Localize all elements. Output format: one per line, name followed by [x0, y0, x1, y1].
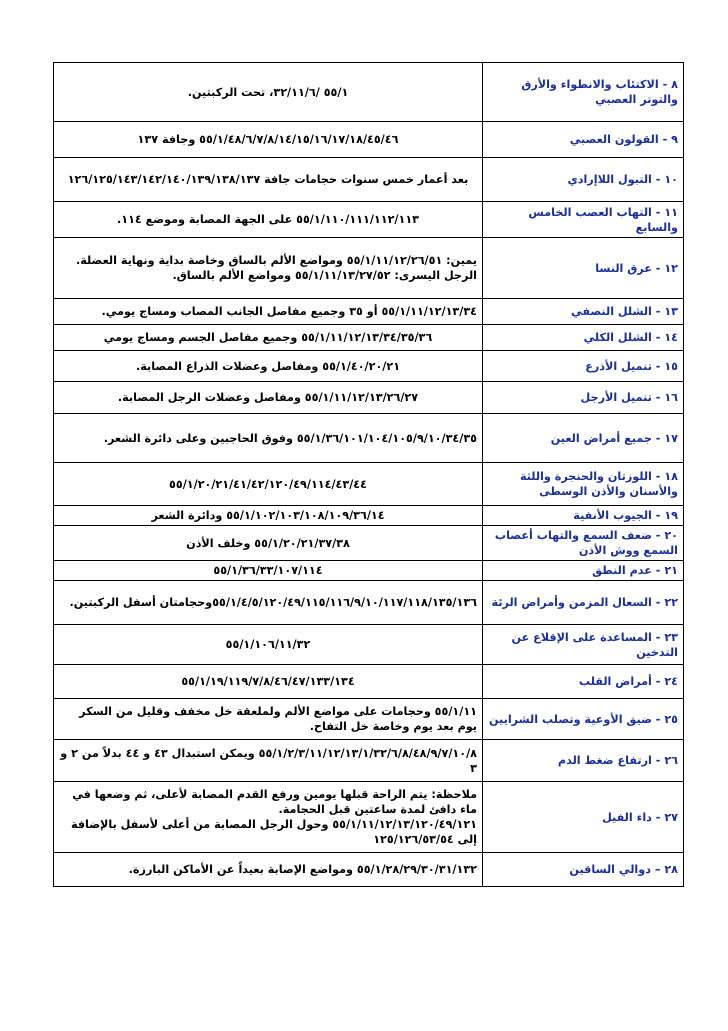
condition-cell: ١٤ - الشلل الكلي: [483, 325, 684, 351]
points-cell: ٥٥/١/١٠٢/١٠٣/١٠٨/١٠٩/٣٦/١٤ ودائرة الشعر: [54, 506, 483, 526]
points-cell: ٥٥/١/٢٨/٢٩/٣٠/٣١/١٣٢ ومواضع الإصابة بعيداً عن الأماكن البارزة.: [54, 853, 483, 887]
table-row: [54, 382, 684, 414]
condition-cell: ١٦ - تنميل الأرجل: [483, 382, 684, 414]
table-row: [54, 202, 684, 238]
table-row: [54, 561, 684, 581]
condition-cell: ٩ - القولون العصبي: [483, 122, 684, 158]
condition-cell: ٢٣ - المساعدة على الإقلاع عن التدخين: [483, 625, 684, 665]
points-cell: ٥٥/١ /٣٢/١١/٦، تحت الركبتين.: [54, 63, 483, 122]
table-row: [54, 238, 684, 299]
condition-cell: ١٩ - الجيوب الأنفية: [483, 506, 684, 526]
condition-cell: ٢٢ - السعال المزمن وأمراض الرئة: [483, 581, 684, 625]
table-row: [54, 63, 684, 122]
table-row: [54, 782, 684, 853]
table-row: [54, 325, 684, 351]
table-row: [54, 122, 684, 158]
points-cell: ملاحظة: يتم الراحة قبلها يومين ورفع القدم المصابة لأعلى، ثم وضعها في ماء دافئ لمدة ساعتين قبل الحجامة. ٥٥/١/١١/١٢/١٣/١٢٠/٤٩/١٢١ وحول الرجل المصابة من أعلى لأسفل بالإضافة إلى ١٢٥/١٢٦/٥٣/٥٤: [54, 782, 483, 853]
condition-cell: ٢١ - عدم النطق: [483, 561, 684, 581]
points-cell: ٥٥/١/١١/١٢/١٣/٣٤/٣٥/٣٦ وجميع مفاصل الجسم ومساج يومي: [54, 325, 483, 351]
table-row: [54, 299, 684, 325]
points-cell: ٥٥/١/١٠٦/١١/٣٢: [54, 625, 483, 665]
table-row: [54, 414, 684, 463]
points-cell: ٥٥/١/٤/٥/١٢٠/٤٩/١١٥/١١٦/٩/١٠/١١٧/١١٨/١٣٥/١٣٦وحجامتان أسفل الركبتين.: [54, 581, 483, 625]
condition-cell: ١٨ - اللوزتان والحنجرة واللثة والأسنان والأذن الوسطى: [483, 463, 684, 506]
table-row: [54, 581, 684, 625]
condition-cell: ١٥ - تنميل الأذرع: [483, 351, 684, 382]
points-cell: يمين: ٥٥/١/١١/١٢/٢٦/٥١ ومواضع الألم بالساق وخاصة بداية ونهاية العضلة. الرجل اليسرى: ٥٥/١/١١/١٣/٢٧/٥٢ ومواضع الألم بالساق.: [54, 238, 483, 299]
points-cell: ٥٥/١/٣٦/٣٣/١٠٧/١١٤: [54, 561, 483, 581]
table-row: [54, 526, 684, 561]
condition-cell: ٢٤ - أمراض القلب: [483, 665, 684, 699]
points-cell: ٥٥/١/١١/١٢/١٣/٢٦/٢٧ ومفاصل وعضلات الرجل المصابة.: [54, 382, 483, 414]
condition-cell: ١٢ - عرق النسا: [483, 238, 684, 299]
table-row: [54, 158, 684, 202]
points-cell: ٥٥/١/١١٠/١١١/١١٢/١١٣ على الجهة المصابة وموضع ١١٤.: [54, 202, 483, 238]
points-cell: ٥٥/١/٤٨/٦/٧/٨/١٤/١٥/١٦/١٧/١٨/٤٥/٤٦ وجافة ١٣٧: [54, 122, 483, 158]
table-row: [54, 351, 684, 382]
table-body: [54, 63, 684, 887]
condition-cell: ٢٨ – دوالي الساقين: [483, 853, 684, 887]
points-cell: بعد أعمار خمس سنوات حجامات جافة ١٢٦/١٢٥/١٤٣/١٤٢/١٤٠/١٣٩/١٣٨/١٣٧: [54, 158, 483, 202]
table-row: [54, 665, 684, 699]
condition-cell: ١٧ - جميع أمراض العين: [483, 414, 684, 463]
points-cell: ٥٥/١/٢٠/٢١/٤١/٤٢/١٢٠/٤٩/١١٤/٤٣/٤٤: [54, 463, 483, 506]
condition-cell: ١١ - التهاب العصب الخامس والسابع: [483, 202, 684, 238]
condition-cell: ١٣ - الشلل النصفي: [483, 299, 684, 325]
condition-cell: ٢٠ - ضعف السمع والتهاب أعصاب السمع ووش الأذن: [483, 526, 684, 561]
points-cell: ٥٥/١/٢/٣/١١/١٢/١٣/١/٣٢/٦/٨/٤٨/٩/٧/١٠/٨ ويمكن استبدال ٤٣ و ٤٤ بدلاً من ٢ و ٣: [54, 740, 483, 782]
condition-cell: ٢٧ - داء الفيل: [483, 782, 684, 853]
condition-cell: ٢٦ - ارتفاع ضغط الدم: [483, 740, 684, 782]
table-row: [54, 463, 684, 506]
treatment-table: [53, 62, 684, 887]
condition-cell: ١٠ - التبول اللاإرادي: [483, 158, 684, 202]
condition-cell: ٢٥ - ضيق الأوعية وتصلب الشرايين: [483, 699, 684, 740]
table-row: [54, 506, 684, 526]
table-row: [54, 625, 684, 665]
points-cell: ٥٥/١/٤٠/٢٠/٢١ ومفاصل وعضلات الذراع المصابة.: [54, 351, 483, 382]
table-row: [54, 853, 684, 887]
table-row: [54, 740, 684, 782]
points-cell: ٥٥/١/١٩/١١٩/٧/٨/٤٦/٤٧/١٣٣/١٣٤: [54, 665, 483, 699]
condition-cell: ٨ - الاكتئاب والانطواء والأرق والتوتر العصبي: [483, 63, 684, 122]
points-cell: ٥٥/١/٣٦/١٠١/١٠٤/١٠٥/٩/١٠/٣٤/٣٥ وفوق الحاجبين وعلى دائرة الشعر.: [54, 414, 483, 463]
points-cell: ٥٥/١/١١/١٢/١٣/٣٤ أو ٣٥ وجميع مفاصل الجانب المصاب ومساج يومي.: [54, 299, 483, 325]
points-cell: ٥٥/١/٢٠/٢١/٣٧/٣٨ وخلف الأذن: [54, 526, 483, 561]
points-cell: ٥٥/١/١١ وحجامات على مواضع الألم ولملعقة خل مخفف وقليل من السكر يوم بعد يوم وخاصة خل التفاح.: [54, 699, 483, 740]
table-row: [54, 699, 684, 740]
